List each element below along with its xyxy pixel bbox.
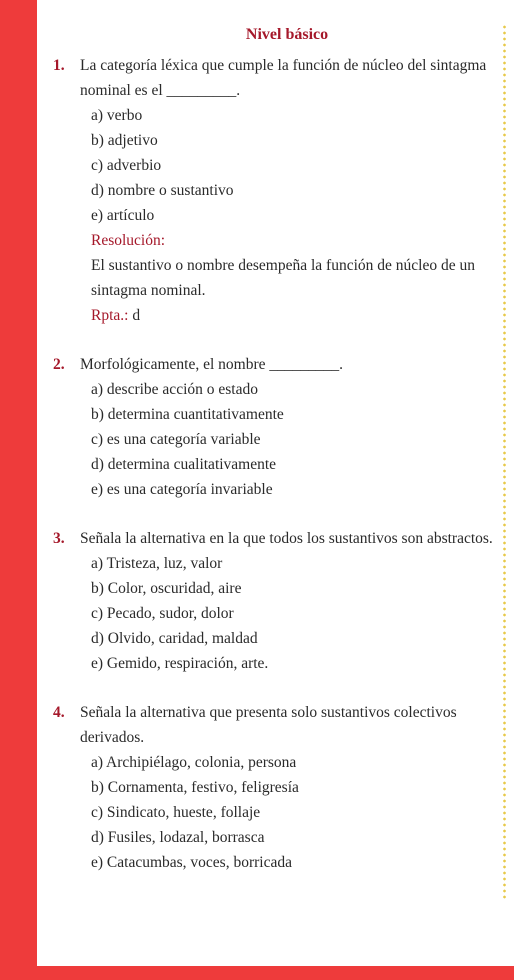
option: d) Olvido, caridad, maldad [91,630,258,647]
question-1 [53,53,494,103]
option: b) adjetivo [91,132,158,149]
option: e) artículo [91,207,155,224]
option: c) es una categoría variable [91,431,261,448]
option: a) describe acción o estado [91,381,258,398]
left-accent-bar [0,0,37,980]
option: d) determina cualitativamente [91,456,277,473]
option: d) nombre o sustantivo [91,182,234,199]
question-number: 1. [53,57,65,74]
dotted-margin-line [502,24,507,900]
question-text: Morfológicamente, el nombre _________. [80,356,344,373]
option: e) Catacumbas, voces, borricada [91,854,292,871]
question-number: 2. [53,356,65,373]
question-3 [53,526,494,551]
option: a) verbo [91,107,143,124]
answer-line [91,303,494,328]
option: c) Sindicato, hueste, follaje [91,804,261,821]
answer-label: Rpta.: [91,307,129,324]
question-text: La categoría léxica que cumple la función de núcleo del sintagma nominal es el _________. [80,57,487,99]
option: d) Fusiles, lodazal, borrasca [91,829,265,846]
option: c) adverbio [91,157,162,174]
option: c) Pecado, sudor, dolor [91,605,234,622]
option: b) Color, oscuridad, aire [91,580,242,597]
question-text: Señala la alternativa en la que todos los sustantivos son abstractos. [80,530,493,547]
question-2 [53,352,494,377]
section-title: Nivel básico [245,26,329,43]
option: a) Tristeza, luz, valor [91,555,223,572]
answer-value: d [132,307,141,324]
resolution-label: Resolución: [91,232,166,249]
option: b) Cornamenta, festivo, feligresía [91,779,299,796]
bottom-accent-bar [0,966,514,980]
resolution-text: El sustantivo o nombre desempeña la función de núcleo de un sintagma nominal. [91,257,475,299]
question-number: 4. [53,704,65,721]
option: b) determina cuantitativamente [91,406,284,423]
question-number: 3. [53,530,65,547]
option: e) Gemido, respiración, arte. [91,655,269,672]
option: e) es una categoría invariable [91,481,273,498]
question-text: Señala la alternativa que presenta solo sustantivos colectivos derivados. [80,704,457,746]
worksheet [53,22,494,875]
option: a) Archipiélago, colonia, persona [91,754,297,771]
question-4 [53,700,494,750]
